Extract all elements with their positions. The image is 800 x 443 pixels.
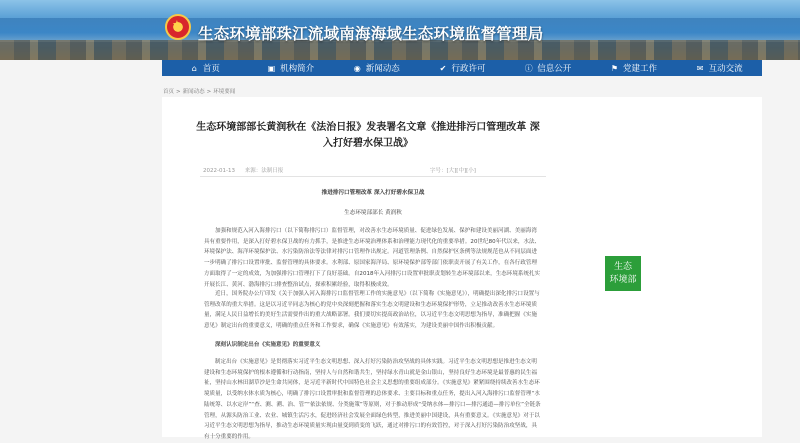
article-source: 来源：法制日报 (244, 168, 284, 174)
breadcrumb-env-news[interactable]: 环境要闻 (213, 89, 236, 95)
article-meta (203, 166, 291, 174)
side-float-line1: 生态 (613, 261, 632, 272)
divider (200, 176, 546, 177)
nav-item-label: 行政许可 (451, 64, 486, 74)
article-paragraph: 制定出台《实施意见》是贯彻落实习近平生态文明思想、深入打好污染防治攻坚战的具体实践。习近平生态文明思想是推进生态文明建设和生态环境保护的根本遵循和行动指南，坚持人与自然和谐共生，坚持绿水青山就是金山银山，坚持良好生态环境是最普惠的民生福祉，坚持山水林田湖草沙是生命共同体，是习近平新时代中国特色社会主义思想的重要组成部分。《实施意见》紧紧围绕持续改善水生态环境质量，以受纳水体水质为核心，明确了排污口设置审批和监督管理的总体要求、主要目标和重点任务，提出入河入海排污口监督管理“水陆统筹、以水定岸”“查、测、溯、治、管”“依法依规、分类施策”等原则，对于推动形成“受纳水体—排污口—排污通道—排污单位”全链条管理，从源头防治工业、农业、城镇生活污水，促进经济社会发展全面绿色转型，推进美丽中国建设，具有重要意义。《实施意见》对于以习近平生态文明思想为指导，推动生态环境质量实现由量变到质变的飞跃，通过对排污口的有效管控，对于深入打好污染防治攻坚战，具有十分重要的作用。 (204, 359, 541, 440)
side-float-link[interactable] (605, 256, 641, 291)
breadcrumb-news[interactable]: 新闻动态 (182, 89, 205, 95)
font-size-switcher[interactable]: 字号：[大][中][小] (430, 168, 476, 174)
national-emblem-icon: ★ (165, 14, 191, 40)
home-icon: ⌂ (191, 63, 197, 73)
nav-item-chat[interactable] (676, 60, 762, 76)
site-title[interactable]: 生态环境部珠江流域南海海域生态环境监督管理局 (198, 25, 544, 43)
nav-item-label: 信息公开 (537, 64, 572, 74)
party-icon: ⚑ (610, 63, 619, 73)
article-section-heading: 深刻认识制定出台《实施意见》的重要意义 (215, 342, 321, 348)
org-icon: ▣ (267, 63, 276, 73)
nav-item-permit[interactable] (419, 60, 505, 76)
news-icon: ◉ (353, 63, 361, 73)
info-icon: ⓘ (524, 63, 533, 73)
article-date: 2022-01-13 (203, 168, 235, 174)
nav-item-label: 首页 (202, 64, 220, 74)
nav-item-home[interactable] (162, 60, 248, 76)
article-subtitle: 推进排污口管理改革 深入打好碧水保卫战 (321, 190, 425, 196)
nav-item-info[interactable] (505, 60, 591, 76)
article-paragraph: 加强和规范入河入海排污口（以下简称排污口）监督管理，对改善水生态环境质量、促进绿色发展、保护和建设美丽河湖、美丽海湾具有重要作用，是深入打好碧水保卫战的有力抓手，是推进生态环境治理体系和治理能力现代化的重要举措。20世纪80年代以来，水法、环境保护法、海洋环境保护法、水污染防治法等法律对排污口管理作出规定。河道管理条例、自然保护区条例等法规规范也从不同层面进一步明确了排污口设置审批、监督管理的具体要求。水利部、原国家海洋局、原环境保护部等部门依职责开展了有关工作，在各行政管理方面取得了一定的成效，为加强排污口管理打下了良好基础。自2018年入河排污口设置审批职责划转生态环境部以来，生态环境系统扎实开展长江、黄河、渤海排污口排查整治试点，探索积累经验，取得积极成效。 (204, 228, 541, 288)
nav-item-party[interactable] (591, 60, 677, 76)
breadcrumb-separator: > (206, 89, 212, 95)
article-author: 生态环境部部长 黄润秋 (344, 210, 402, 216)
header-banner (0, 0, 800, 60)
breadcrumb (163, 87, 235, 95)
nav-item-org[interactable] (248, 60, 334, 76)
nav-item-label: 党建工作 (622, 64, 657, 74)
permit-icon: ✔ (439, 63, 447, 73)
article-paragraph: 近日，国务院办公厅印发《关于加强入河入海排污口监督管理工作的实施意见》（以下简称《实施意见》），明确提出深化排污口设置与管理改革的重大举措。这是以习近平同志为核心的党中央深刻把握和落实生态文明建设和生态环境保护形势，立足推动改善水生态环境质量，满足人民日益增长的美好生活需要作出的重大战略部署。我们要切实提高政治站位，以习近平生态文明思想为指导，准确把握《实施意见》制定出台的重要意义，明确的重点任务和工作要求，确保《实施意见》有效落实，为建设美丽中国作出积极贡献。 (204, 291, 540, 330)
breadcrumb-home[interactable]: 首页 (163, 89, 175, 95)
article-title: 生态环境部部长黄润秋在《法治日报》发表署名文章《推进排污口管理改革 深入打好碧水保卫战》 (196, 122, 540, 149)
main-nav (162, 60, 762, 76)
side-float-line2: 环境部 (609, 274, 637, 285)
nav-item-label: 新闻动态 (365, 64, 400, 74)
nav-item-label: 互动交流 (708, 64, 743, 74)
chat-icon: ✉ (696, 63, 704, 73)
nav-item-news[interactable] (333, 60, 419, 76)
breadcrumb-separator: > (176, 89, 181, 95)
nav-item-label: 机构简介 (280, 64, 315, 74)
